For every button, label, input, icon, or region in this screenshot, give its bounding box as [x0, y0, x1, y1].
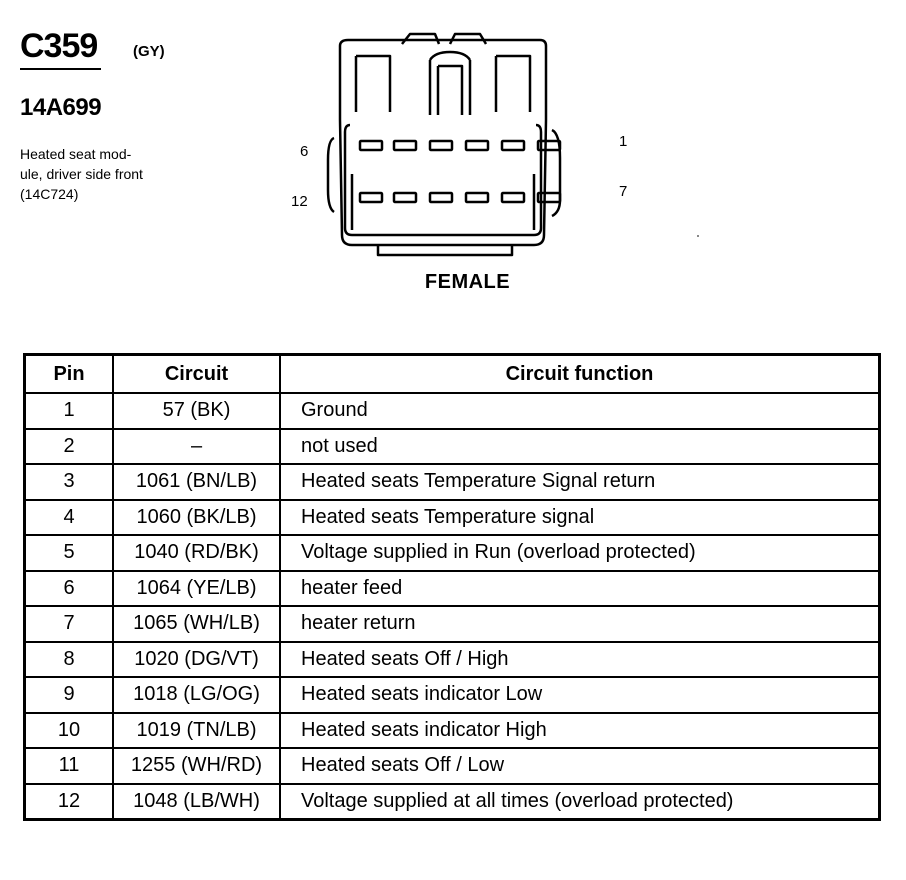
- pin-callout-6: 6: [300, 143, 309, 160]
- description-line: (14C724): [20, 186, 79, 202]
- pin-terminal: [360, 193, 382, 202]
- table-row: [25, 784, 880, 820]
- cell-circuit-function: heater return: [280, 606, 880, 642]
- cell-circuit-function: Heated seats indicator Low: [280, 677, 880, 713]
- cell-circuit: 1040 (RD/BK): [113, 535, 280, 571]
- cell-pin: 10: [25, 713, 114, 749]
- table-row: [25, 642, 880, 678]
- pin-row-bottom: [360, 193, 560, 202]
- pin-terminal: [430, 141, 452, 150]
- pinout-table-body: [25, 393, 880, 820]
- part-number: 14A699: [20, 94, 102, 121]
- cell-circuit: 1020 (DG/VT): [113, 642, 280, 678]
- table-row: [25, 500, 880, 536]
- cell-circuit-function: not used: [280, 429, 880, 465]
- table-row: [25, 535, 880, 571]
- cell-pin: 4: [25, 500, 114, 536]
- cell-pin: 12: [25, 784, 114, 820]
- header-circuit: Circuit: [113, 355, 280, 394]
- connector-housing-outline: [340, 40, 546, 245]
- cell-circuit-function: heater feed: [280, 571, 880, 607]
- pin-terminal: [430, 193, 452, 202]
- pin-terminal: [394, 141, 416, 150]
- connector-side-key-left: [328, 138, 334, 212]
- connector-description: [20, 144, 143, 204]
- connector-color: (GY): [133, 43, 165, 60]
- cell-pin: 1: [25, 393, 114, 429]
- cell-circuit-function: Heated seats Temperature signal: [280, 500, 880, 536]
- cell-circuit: 1255 (WH/RD): [113, 748, 280, 784]
- cell-circuit: 1065 (WH/LB): [113, 606, 280, 642]
- cell-pin: 2: [25, 429, 114, 465]
- table-row: [25, 606, 880, 642]
- connector-id-underline: [20, 68, 101, 70]
- table-row: [25, 748, 880, 784]
- pin-terminal: [394, 193, 416, 202]
- cell-circuit-function: Heated seats Off / High: [280, 642, 880, 678]
- table-row: [25, 393, 880, 429]
- cell-pin: 8: [25, 642, 114, 678]
- cell-pin: 5: [25, 535, 114, 571]
- cell-circuit-function: Voltage supplied in Run (overload protected): [280, 535, 880, 571]
- cell-circuit: 1060 (BK/LB): [113, 500, 280, 536]
- pin-callout-7: 7: [619, 183, 628, 200]
- connector-view-label: FEMALE: [424, 271, 511, 293]
- connector-face-diagram: [290, 30, 620, 265]
- cell-circuit-function: Heated seats indicator High: [280, 713, 880, 749]
- cell-circuit-function: Ground: [280, 393, 880, 429]
- cell-pin: 11: [25, 748, 114, 784]
- cell-circuit: –: [113, 429, 280, 465]
- cell-circuit: 1018 (LG/OG): [113, 677, 280, 713]
- cell-circuit: 57 (BK): [113, 393, 280, 429]
- description-line: Heated seat mod-: [20, 146, 132, 162]
- pin-terminal: [466, 193, 488, 202]
- table-row: [25, 429, 880, 465]
- cell-pin: 7: [25, 606, 114, 642]
- cell-circuit: 1048 (LB/WH): [113, 784, 280, 820]
- description-line: ule, driver side front: [20, 166, 143, 182]
- table-row: [25, 713, 880, 749]
- cell-pin: 6: [25, 571, 114, 607]
- connector-lock-lever: [430, 52, 470, 115]
- pin-terminal: [466, 141, 488, 150]
- cell-circuit: 1019 (TN/LB): [113, 713, 280, 749]
- header-circuit-function: Circuit function: [280, 355, 880, 394]
- scan-speck: [697, 235, 699, 237]
- connector-latch: [356, 56, 530, 112]
- cell-pin: 9: [25, 677, 114, 713]
- cell-circuit: 1061 (BN/LB): [113, 464, 280, 500]
- pin-row-top: [360, 141, 560, 150]
- table-row: [25, 677, 880, 713]
- cell-circuit-function: Heated seats Off / Low: [280, 748, 880, 784]
- cell-circuit: 1064 (YE/LB): [113, 571, 280, 607]
- cell-pin: 3: [25, 464, 114, 500]
- connector-bottom-tab: [378, 245, 512, 255]
- cell-circuit-function: Heated seats Temperature Signal return: [280, 464, 880, 500]
- pin-terminal: [502, 193, 524, 202]
- connector-id: C359: [20, 27, 98, 65]
- pin-callout-1: 1: [619, 133, 628, 150]
- pin-terminal: [360, 141, 382, 150]
- cell-circuit-function: Voltage supplied at all times (overload protected): [280, 784, 880, 820]
- pin-callout-12: 12: [291, 193, 308, 210]
- table-row: [25, 571, 880, 607]
- table-row: [25, 464, 880, 500]
- header-pin: Pin: [25, 355, 114, 394]
- pinout-table: [23, 353, 881, 821]
- pin-terminal: [502, 141, 524, 150]
- table-header-row: [25, 355, 880, 394]
